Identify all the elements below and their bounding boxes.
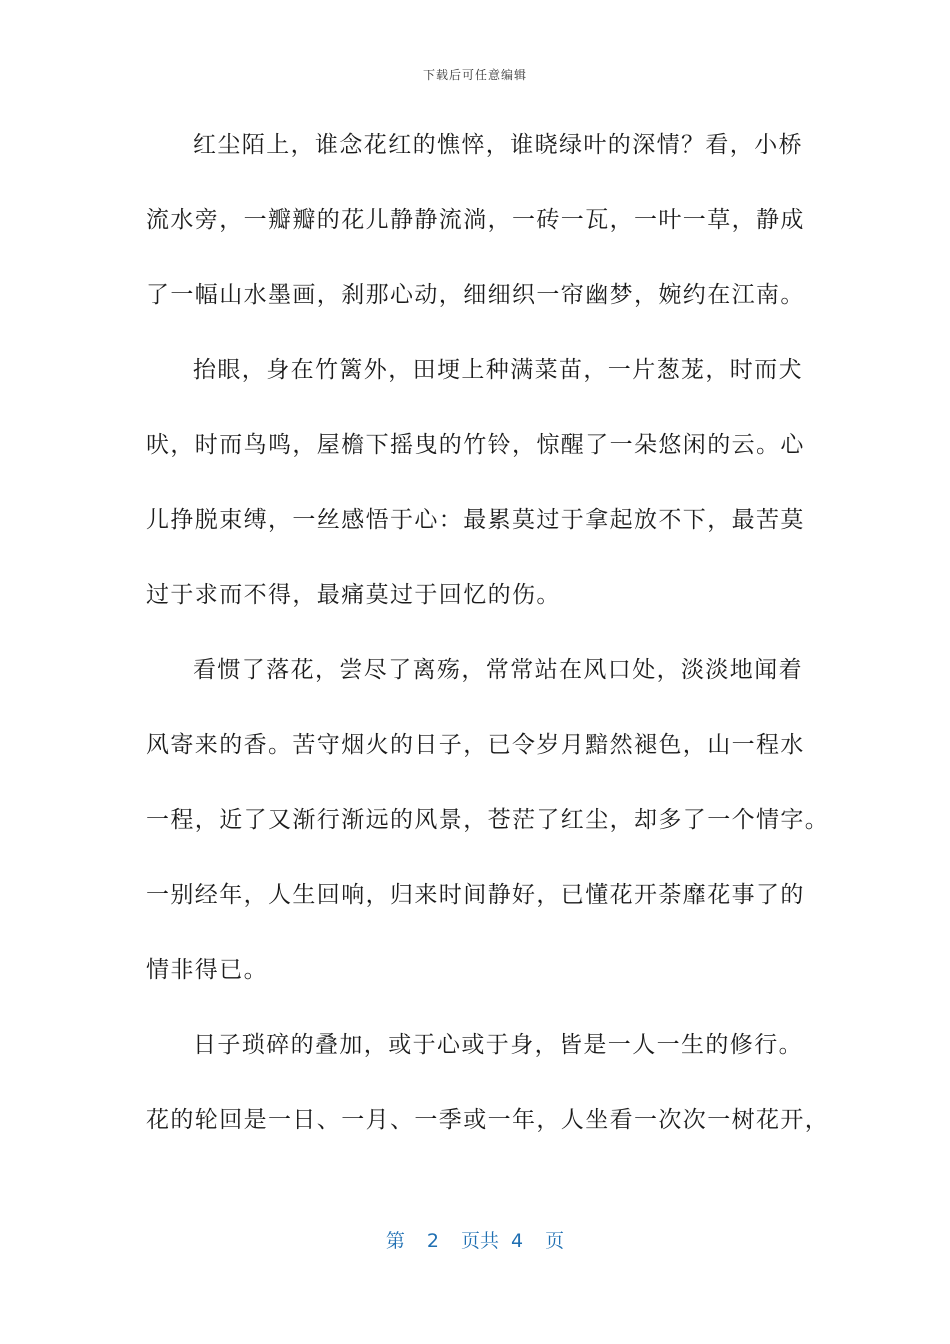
paragraph-3-line-4: 一别经年，人生回响，归来时间静好，已懂花开荼靡花事了的 [146, 882, 805, 908]
page-footer [0, 1226, 950, 1253]
paragraph-3-line-2: 风寄来的香。苦守烟火的日子，已令岁月黯然褪色，山一程水 [146, 732, 805, 758]
footer-page-suffix: 页 [545, 1230, 565, 1252]
paragraph-2-line-2: 吠，时而鸟鸣，屋檐下摇曳的竹铃，惊醒了一朵悠闲的云。心 [146, 432, 805, 458]
paragraph-4-line-1: 日子琐碎的叠加，或于心或于身，皆是一人一生的修行。 [193, 1032, 803, 1058]
header-note: 下载后可任意编辑 [422, 68, 527, 82]
paragraph-3-line-5: 情非得已。 [146, 957, 268, 983]
paragraph-2-line-1: 抬眼，身在竹篱外，田埂上种满菜苗，一片葱茏，时而犬 [193, 357, 803, 383]
paragraph-3-line-3: 一程，近了又渐行渐远的风景，苍茫了红尘，却多了一个情字。 [146, 807, 830, 833]
footer-total-pages: 4 [511, 1230, 524, 1252]
footer-page-number: 2 [426, 1230, 439, 1252]
paragraph-1-line-3: 了一幅山水墨画，刹那心动，细细织一帘幽梦，婉约在江南。 [146, 282, 805, 308]
footer-page-middle: 页共 [460, 1230, 499, 1252]
paragraph-4-line-2: 花的轮回是一日、一月、一季或一年，人坐看一次次一树花开， [146, 1107, 830, 1133]
footer-page-prefix: 第 [385, 1230, 405, 1252]
paragraph-1-line-2: 流水旁，一瓣瓣的花儿静静流淌，一砖一瓦，一叶一草，静成 [146, 207, 805, 233]
paragraph-1-line-1: 红尘陌上，谁念花红的憔悴，谁晓绿叶的深情？看，小桥 [193, 132, 803, 158]
paragraph-2-line-3: 儿挣脱束缚，一丝感悟于心：最累莫过于拿起放不下，最苦莫 [146, 507, 805, 533]
paragraph-3-line-1: 看惯了落花，尝尽了离殇，常常站在风口处，淡淡地闻着 [193, 657, 803, 683]
paragraph-2-line-4: 过于求而不得，最痛莫过于回忆的伤。 [146, 582, 561, 608]
